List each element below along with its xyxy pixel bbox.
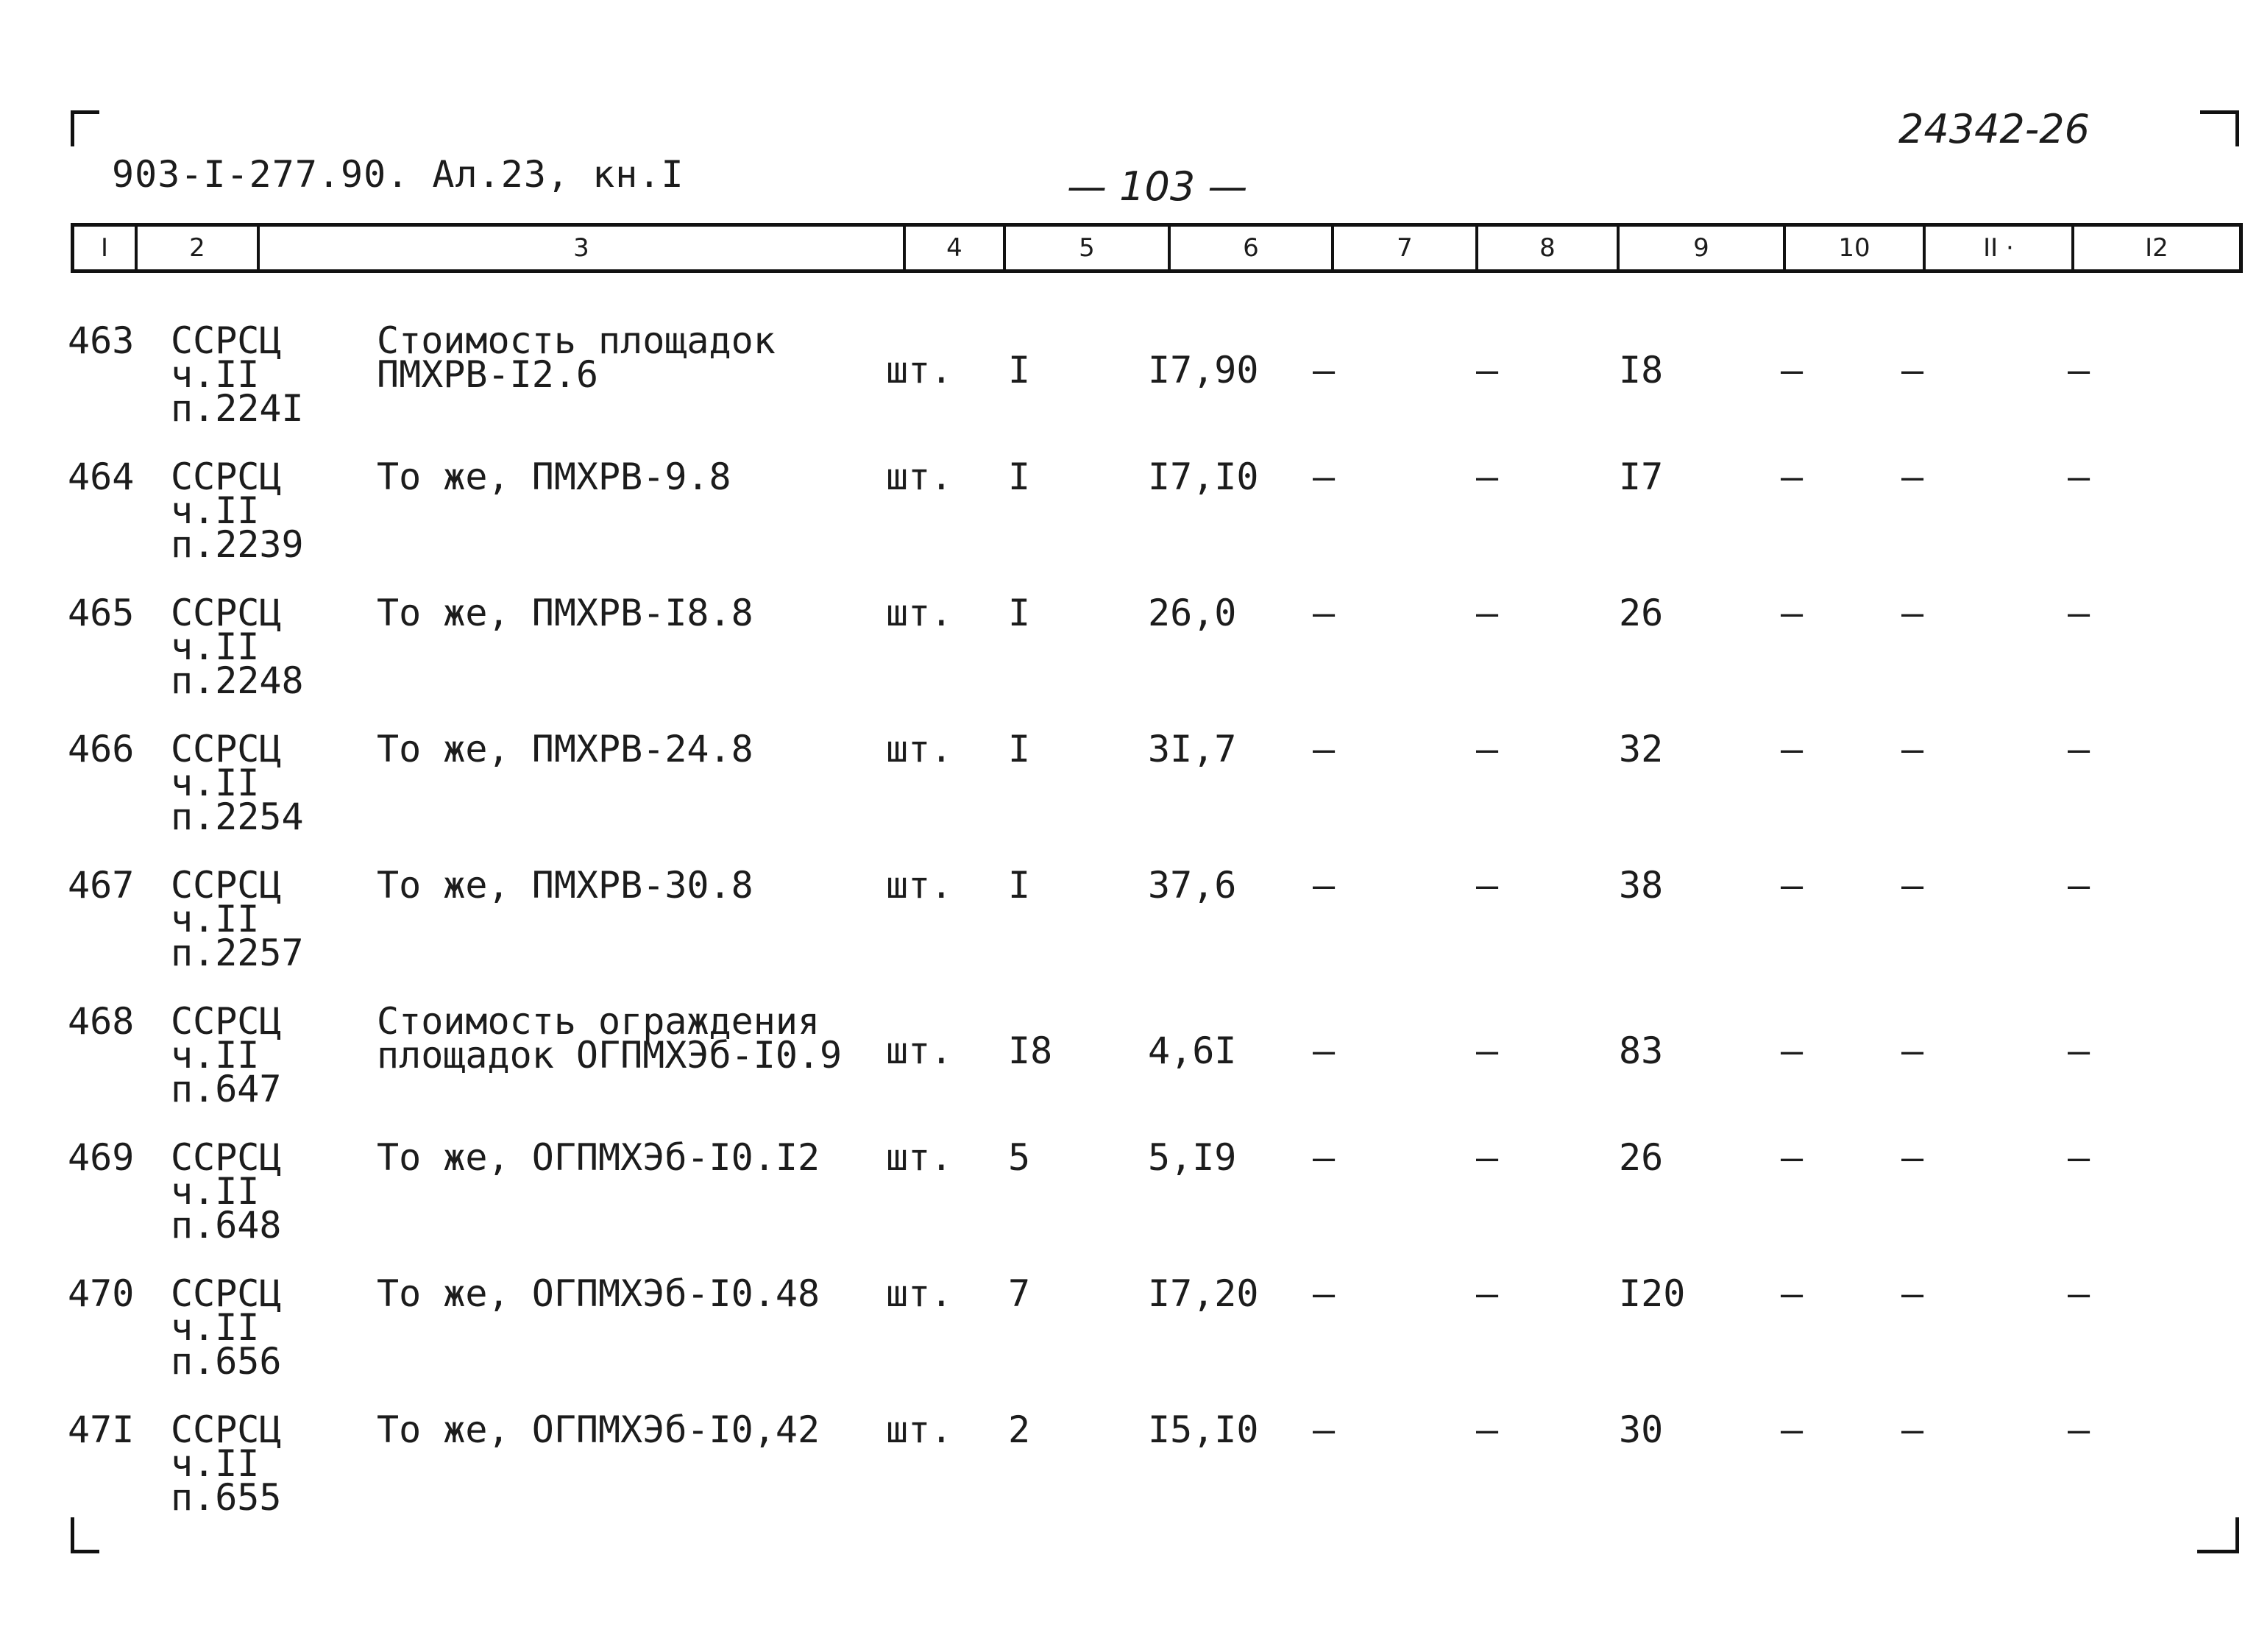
unit-cell: шт. xyxy=(886,864,953,907)
price-cell: I5,I0 xyxy=(1148,1408,1259,1451)
item-description xyxy=(377,728,753,770)
source-line: ССРСЦ xyxy=(171,728,282,770)
unit-cell: шт. xyxy=(886,1272,953,1315)
document-code: 903-I-277.90. Ал.23, кн.I xyxy=(112,153,684,196)
row-number: 468 xyxy=(68,1000,135,1043)
col11-cell: – xyxy=(1901,592,1924,634)
source-reference xyxy=(171,1136,282,1247)
col11-cell: – xyxy=(1901,1272,1924,1315)
source-line: ССРСЦ xyxy=(171,1136,282,1179)
col8-cell: – xyxy=(1476,349,1499,391)
description-line: То же, ПМХРВ-9.8 xyxy=(377,455,731,498)
source-reference xyxy=(171,319,304,430)
row-number: 47I xyxy=(68,1408,135,1451)
description-line: То же, ОГПМХЭб-I0,42 xyxy=(377,1408,820,1451)
source-line: п.2257 xyxy=(171,932,304,974)
source-reference xyxy=(171,1408,282,1519)
row-number: 467 xyxy=(68,864,135,907)
col11-cell: – xyxy=(1901,455,1924,498)
source-line: ч.II xyxy=(171,1306,260,1349)
row-number: 470 xyxy=(68,1272,135,1315)
source-line: п.2239 xyxy=(171,523,304,566)
quantity-cell: I xyxy=(1008,864,1031,907)
col10-cell: – xyxy=(1781,349,1804,391)
source-line: ч.II xyxy=(171,625,260,668)
item-description xyxy=(377,455,731,498)
description-line: Стоимость ограждения xyxy=(377,1000,820,1043)
unit-cell: шт. xyxy=(886,349,953,391)
col11-cell: – xyxy=(1901,1029,1924,1072)
total-cell: 83 xyxy=(1619,1029,1664,1072)
price-cell: I7,20 xyxy=(1148,1272,1259,1315)
col8-cell: – xyxy=(1476,728,1499,770)
source-line: п.2248 xyxy=(171,659,304,702)
col8-cell: – xyxy=(1476,1136,1499,1179)
source-line: п.647 xyxy=(171,1068,282,1110)
quantity-cell: 5 xyxy=(1008,1136,1031,1179)
description-line: То же, ОГПМХЭб-I0.I2 xyxy=(377,1136,820,1179)
description-line: Стоимость площадок xyxy=(377,319,776,362)
source-line: п.224I xyxy=(171,387,304,430)
source-reference xyxy=(171,864,304,974)
table-row xyxy=(0,592,2259,721)
col7-cell: – xyxy=(1313,592,1336,634)
corner-mark-top-right xyxy=(2200,110,2239,146)
table-row xyxy=(0,728,2259,857)
total-cell: 26 xyxy=(1619,592,1664,634)
quantity-cell: I xyxy=(1008,349,1031,391)
total-cell: 38 xyxy=(1619,864,1664,907)
column-header-row xyxy=(71,223,2243,273)
col12-cell: – xyxy=(2068,455,2090,498)
total-cell: 32 xyxy=(1619,728,1664,770)
description-line: То же, ПМХРВ-30.8 xyxy=(377,864,753,907)
column-header: I xyxy=(74,227,138,269)
col7-cell: – xyxy=(1313,1408,1336,1451)
item-description xyxy=(377,319,776,396)
source-line: ССРСЦ xyxy=(171,1000,282,1043)
col10-cell: – xyxy=(1781,1136,1804,1179)
total-cell: 26 xyxy=(1619,1136,1664,1179)
price-cell: 4,6I xyxy=(1148,1029,1237,1072)
col10-cell: – xyxy=(1781,728,1804,770)
corner-mark-top-left xyxy=(71,110,99,146)
col11-cell: – xyxy=(1901,349,1924,391)
column-header: 6 xyxy=(1171,227,1334,269)
source-line: ССРСЦ xyxy=(171,864,282,907)
source-line: п.2254 xyxy=(171,795,304,838)
col12-cell: – xyxy=(2068,349,2090,391)
col7-cell: – xyxy=(1313,349,1336,391)
source-line: п.648 xyxy=(171,1204,282,1247)
col8-cell: – xyxy=(1476,864,1499,907)
source-reference xyxy=(171,1272,282,1383)
total-cell: I8 xyxy=(1619,349,1664,391)
column-header: II · xyxy=(1926,227,2074,269)
col11-cell: – xyxy=(1901,728,1924,770)
row-number: 466 xyxy=(68,728,135,770)
description-line: То же, ПМХРВ-24.8 xyxy=(377,728,753,770)
col12-cell: – xyxy=(2068,1408,2090,1451)
item-description xyxy=(377,1272,820,1315)
column-header: 9 xyxy=(1620,227,1786,269)
unit-cell: шт. xyxy=(886,455,953,498)
total-cell: I7 xyxy=(1619,455,1664,498)
price-cell: 3I,7 xyxy=(1148,728,1237,770)
col7-cell: – xyxy=(1313,1272,1336,1315)
quantity-cell: I xyxy=(1008,728,1031,770)
column-header: I2 xyxy=(2145,233,2168,263)
item-description xyxy=(377,1136,820,1179)
item-description xyxy=(377,1408,820,1451)
source-reference xyxy=(171,1000,282,1110)
source-line: ч.II xyxy=(171,898,260,940)
col11-cell: – xyxy=(1901,864,1924,907)
source-line: ч.II xyxy=(171,1442,260,1485)
table-row xyxy=(0,1272,2259,1402)
column-header: 7 xyxy=(1334,227,1478,269)
description-line: То же, ОГПМХЭб-I0.48 xyxy=(377,1272,820,1315)
item-description xyxy=(377,864,753,907)
source-line: ч.II xyxy=(171,1034,260,1077)
col12-cell: – xyxy=(2068,592,2090,634)
col12-cell: – xyxy=(2068,1272,2090,1315)
page-number: — 103 — xyxy=(1067,163,1248,210)
quantity-cell: 2 xyxy=(1008,1408,1031,1451)
item-description xyxy=(377,1000,843,1077)
description-line: площадок ОГПМХЭб-I0.9 xyxy=(377,1034,843,1077)
col12-cell: – xyxy=(2068,1029,2090,1072)
column-header: 8 xyxy=(1478,227,1620,269)
quantity-cell: I8 xyxy=(1008,1029,1053,1072)
source-line: ССРСЦ xyxy=(171,1272,282,1315)
price-cell: I7,I0 xyxy=(1148,455,1259,498)
price-cell: 26,0 xyxy=(1148,592,1237,634)
col11-cell: – xyxy=(1901,1136,1924,1179)
col8-cell: – xyxy=(1476,1272,1499,1315)
source-line: ч.II xyxy=(171,489,260,532)
col8-cell: – xyxy=(1476,1408,1499,1451)
source-line: ССРСЦ xyxy=(171,592,282,634)
source-line: ч.II xyxy=(171,353,260,396)
source-line: ССРСЦ xyxy=(171,1408,282,1451)
table-row xyxy=(0,455,2259,585)
row-number: 464 xyxy=(68,455,135,498)
total-cell: I20 xyxy=(1619,1272,1686,1315)
col12-cell: – xyxy=(2068,728,2090,770)
table-row xyxy=(0,864,2259,993)
description-line: ПМХРВ-I2.6 xyxy=(377,353,599,396)
column-header: 5 xyxy=(1006,227,1171,269)
quantity-cell: I xyxy=(1008,455,1031,498)
col10-cell: – xyxy=(1781,1029,1804,1072)
row-number: 463 xyxy=(68,319,135,362)
source-line: ч.II xyxy=(171,1170,260,1213)
col10-cell: – xyxy=(1781,1272,1804,1315)
col10-cell: – xyxy=(1781,864,1804,907)
price-cell: I7,90 xyxy=(1148,349,1259,391)
col7-cell: – xyxy=(1313,728,1336,770)
unit-cell: шт. xyxy=(886,728,953,770)
unit-cell: шт. xyxy=(886,592,953,634)
table-row xyxy=(0,1000,2259,1130)
source-line: п.655 xyxy=(171,1476,282,1519)
description-line: То же, ПМХРВ-I8.8 xyxy=(377,592,753,634)
source-line: ч.II xyxy=(171,762,260,804)
quantity-cell: 7 xyxy=(1008,1272,1031,1315)
source-reference xyxy=(171,455,304,566)
source-reference xyxy=(171,728,304,838)
table-row xyxy=(0,1408,2259,1538)
col11-cell: – xyxy=(1901,1408,1924,1451)
item-description xyxy=(377,592,753,634)
row-number: 465 xyxy=(68,592,135,634)
col7-cell: – xyxy=(1313,1029,1336,1072)
source-line: ССРСЦ xyxy=(171,455,282,498)
col12-cell: – xyxy=(2068,1136,2090,1179)
price-cell: 37,6 xyxy=(1148,864,1237,907)
table-row xyxy=(0,1136,2259,1266)
source-line: п.656 xyxy=(171,1340,282,1383)
column-header: 2 xyxy=(138,227,260,269)
unit-cell: шт. xyxy=(886,1136,953,1179)
source-line: ССРСЦ xyxy=(171,319,282,362)
col7-cell: – xyxy=(1313,1136,1336,1179)
price-cell: 5,I9 xyxy=(1148,1136,1237,1179)
unit-cell: шт. xyxy=(886,1029,953,1072)
unit-cell: шт. xyxy=(886,1408,953,1451)
source-reference xyxy=(171,592,304,702)
col8-cell: – xyxy=(1476,1029,1499,1072)
col10-cell: – xyxy=(1781,455,1804,498)
column-header: 3 xyxy=(260,227,906,269)
column-header: 10 xyxy=(1786,227,1926,269)
sheet-id: 24342-26 xyxy=(1898,106,2090,152)
col7-cell: – xyxy=(1313,455,1336,498)
quantity-cell: I xyxy=(1008,592,1031,634)
col10-cell: – xyxy=(1781,1408,1804,1451)
column-header: 4 xyxy=(906,227,1006,269)
row-number: 469 xyxy=(68,1136,135,1179)
col12-cell: – xyxy=(2068,864,2090,907)
col8-cell: – xyxy=(1476,592,1499,634)
col7-cell: – xyxy=(1313,864,1336,907)
table-row xyxy=(0,319,2259,449)
col10-cell: – xyxy=(1781,592,1804,634)
col8-cell: – xyxy=(1476,455,1499,498)
total-cell: 30 xyxy=(1619,1408,1664,1451)
